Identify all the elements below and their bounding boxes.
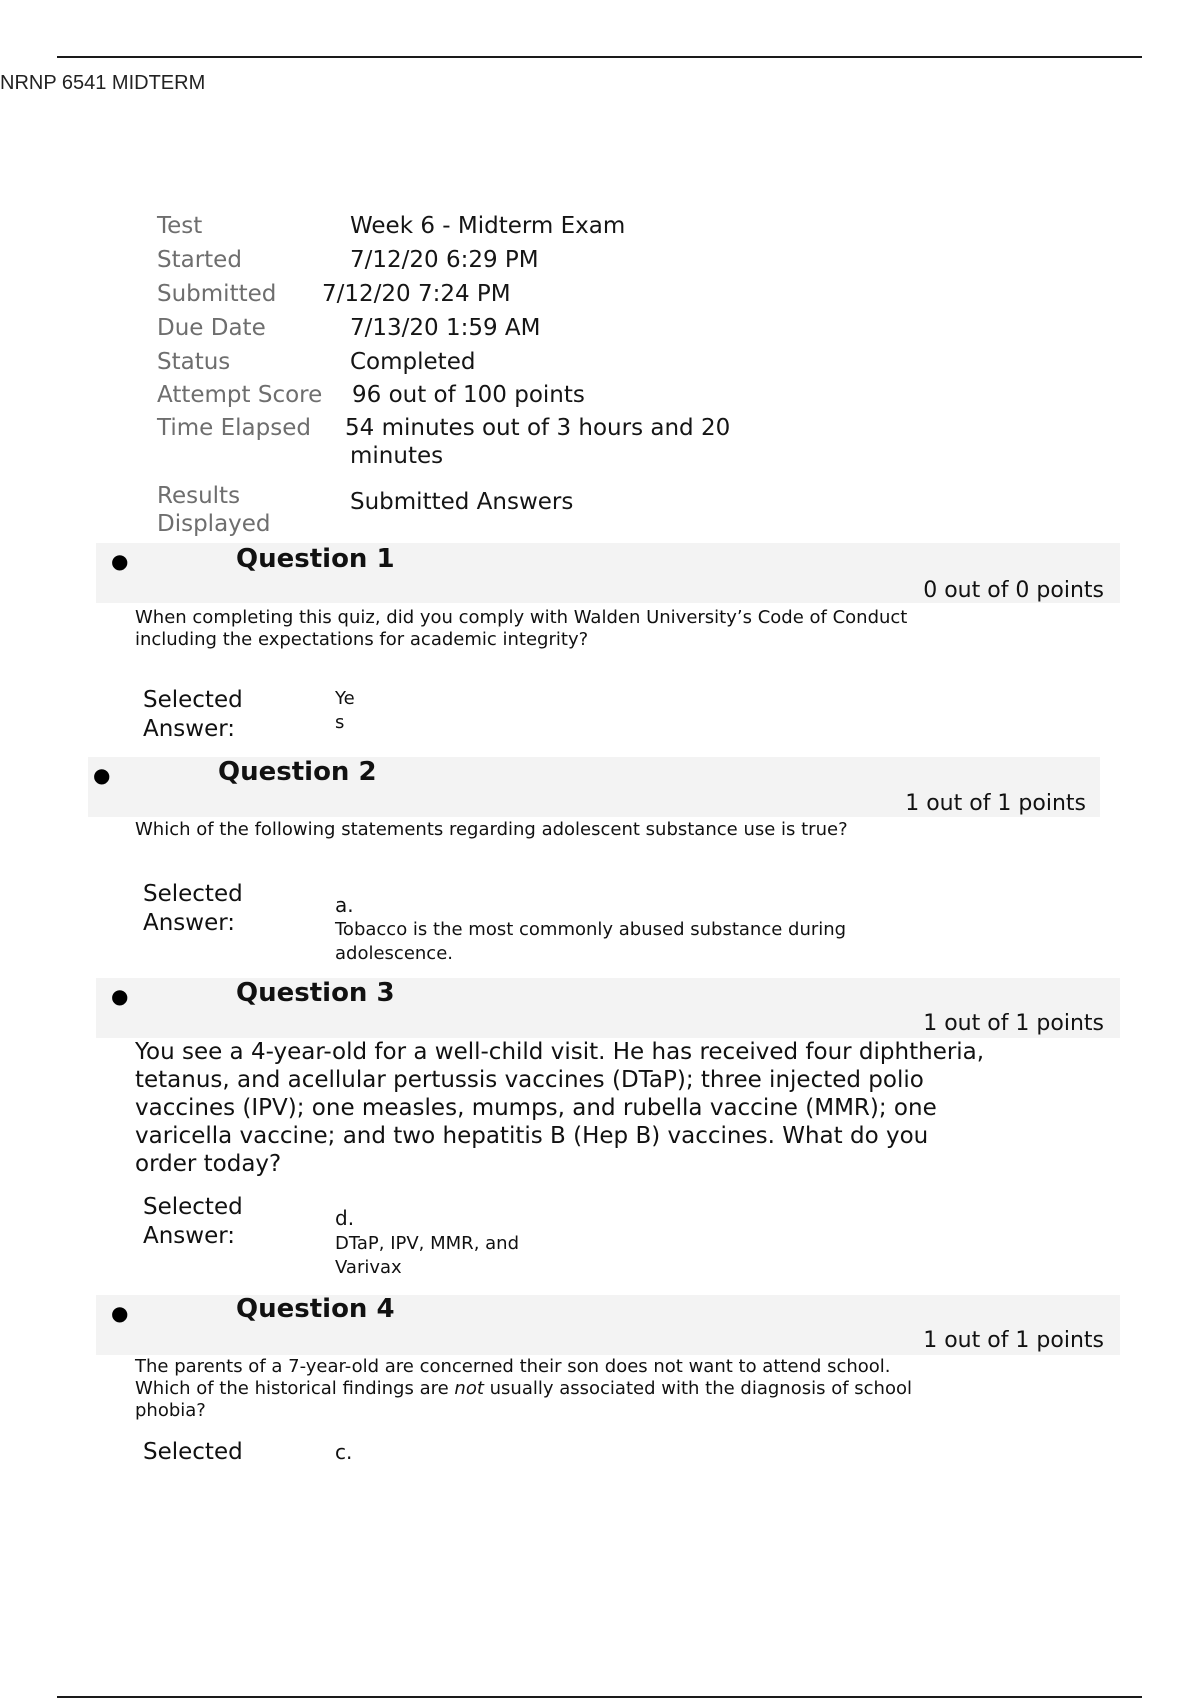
question-text	[135, 1038, 1055, 1178]
top-rule	[57, 56, 1142, 58]
summary-label: Test	[157, 213, 203, 239]
summary-label: Status	[157, 349, 231, 375]
selected-label-line: Selected	[143, 1194, 243, 1220]
bullet-icon: ●	[111, 549, 129, 573]
summary-value: Completed	[350, 349, 476, 375]
summary-value: Submitted Answers	[350, 489, 574, 515]
question-points: 1 out of 1 points	[923, 1328, 1104, 1353]
bullet-icon: ●	[111, 984, 129, 1008]
bullet-icon: ●	[93, 763, 111, 787]
text-segment: usually associated with the diagnosis of school	[483, 1378, 912, 1399]
summary-label: Attempt Score	[157, 382, 323, 408]
question-text-line: tetanus, and acellular pertussis vaccines (DTaP); three injected polio	[135, 1067, 924, 1093]
answer-line: s	[335, 712, 345, 733]
summary-label: Displayed	[157, 511, 271, 537]
answer-line: adolescence.	[335, 943, 453, 964]
question-text-line: When completing this quiz, did you comply with Walden University’s Code of Conduct	[135, 607, 908, 628]
question-text	[135, 607, 1035, 651]
question-text	[135, 819, 1035, 841]
question-text-line	[135, 1378, 1035, 1400]
summary-value: 7/12/20 7:24 PM	[322, 281, 511, 307]
question-text-line: including the expectations for academic integrity?	[135, 629, 589, 650]
question-text-line: vaccines (IPV); one measles, mumps, and rubella vaccine (MMR); one	[135, 1095, 937, 1121]
question-points: 1 out of 1 points	[905, 791, 1086, 816]
selected-label-line: Answer:	[143, 1223, 236, 1249]
selected-label-line: Selected	[143, 881, 243, 907]
question-title: Question 2	[218, 757, 377, 787]
question-title: Question 1	[236, 544, 395, 574]
answer-line: Varivax	[335, 1257, 402, 1278]
question-points: 0 out of 0 points	[923, 578, 1104, 603]
answer-letter: d.	[335, 1206, 355, 1230]
text-emphasis: not	[454, 1378, 484, 1399]
summary-value: 54 minutes out of 3 hours and 20	[345, 415, 731, 441]
question-points: 1 out of 1 points	[923, 1011, 1104, 1036]
text-segment: Which of the historical findings are	[135, 1378, 455, 1399]
bullet-icon: ●	[111, 1301, 129, 1325]
summary-label: Submitted	[157, 281, 277, 307]
selected-label-line: Selected	[143, 1439, 243, 1465]
selected-label-line: Answer:	[143, 910, 236, 936]
summary-value: 7/13/20 1:59 AM	[350, 315, 541, 341]
document-header: NRNP 6541 MIDTERM	[0, 72, 206, 94]
summary-label: Started	[157, 247, 242, 273]
selected-answer	[335, 1232, 519, 1280]
selected-label-line: Answer:	[143, 716, 236, 742]
answer-line: Ye	[335, 688, 355, 709]
question-text	[135, 1356, 1035, 1422]
answer-letter: c.	[335, 1440, 353, 1464]
summary-value: Week 6 - Midterm Exam	[350, 213, 626, 239]
question-text-line: varicella vaccine; and two hepatitis B (Hep B) vaccines. What do you	[135, 1123, 929, 1149]
summary-value: minutes	[350, 443, 444, 469]
question-text-line: phobia?	[135, 1400, 206, 1421]
answer-line: Tobacco is the most commonly abused substance during	[335, 919, 847, 940]
answer-letter: a.	[335, 893, 354, 917]
selected-label-line: Selected	[143, 687, 243, 713]
summary-label: Due Date	[157, 315, 266, 341]
question-text-line: Which of the following statements regarding adolescent substance use is true?	[135, 819, 848, 840]
bottom-rule	[57, 1696, 1142, 1698]
selected-answer	[335, 687, 355, 735]
selected-answer-label	[143, 686, 303, 744]
question-title: Question 3	[236, 978, 395, 1008]
question-text-line: order today?	[135, 1151, 282, 1177]
question-title: Question 4	[236, 1294, 395, 1324]
summary-label: Time Elapsed	[157, 415, 311, 441]
selected-answer-label	[143, 1193, 303, 1251]
question-text-line: The parents of a 7-year-old are concerned their son does not want to attend school.	[135, 1356, 891, 1377]
summary-value: 96 out of 100 points	[352, 382, 585, 408]
summary-value: 7/12/20 6:29 PM	[350, 247, 539, 273]
selected-answer-label	[143, 1438, 303, 1467]
answer-line: DTaP, IPV, MMR, and	[335, 1233, 519, 1254]
selected-answer	[335, 918, 846, 966]
summary-label: Results	[157, 483, 241, 509]
selected-answer-label	[143, 880, 303, 938]
question-text-line: You see a 4-year-old for a well-child visit. He has received four diphtheria,	[135, 1039, 985, 1065]
